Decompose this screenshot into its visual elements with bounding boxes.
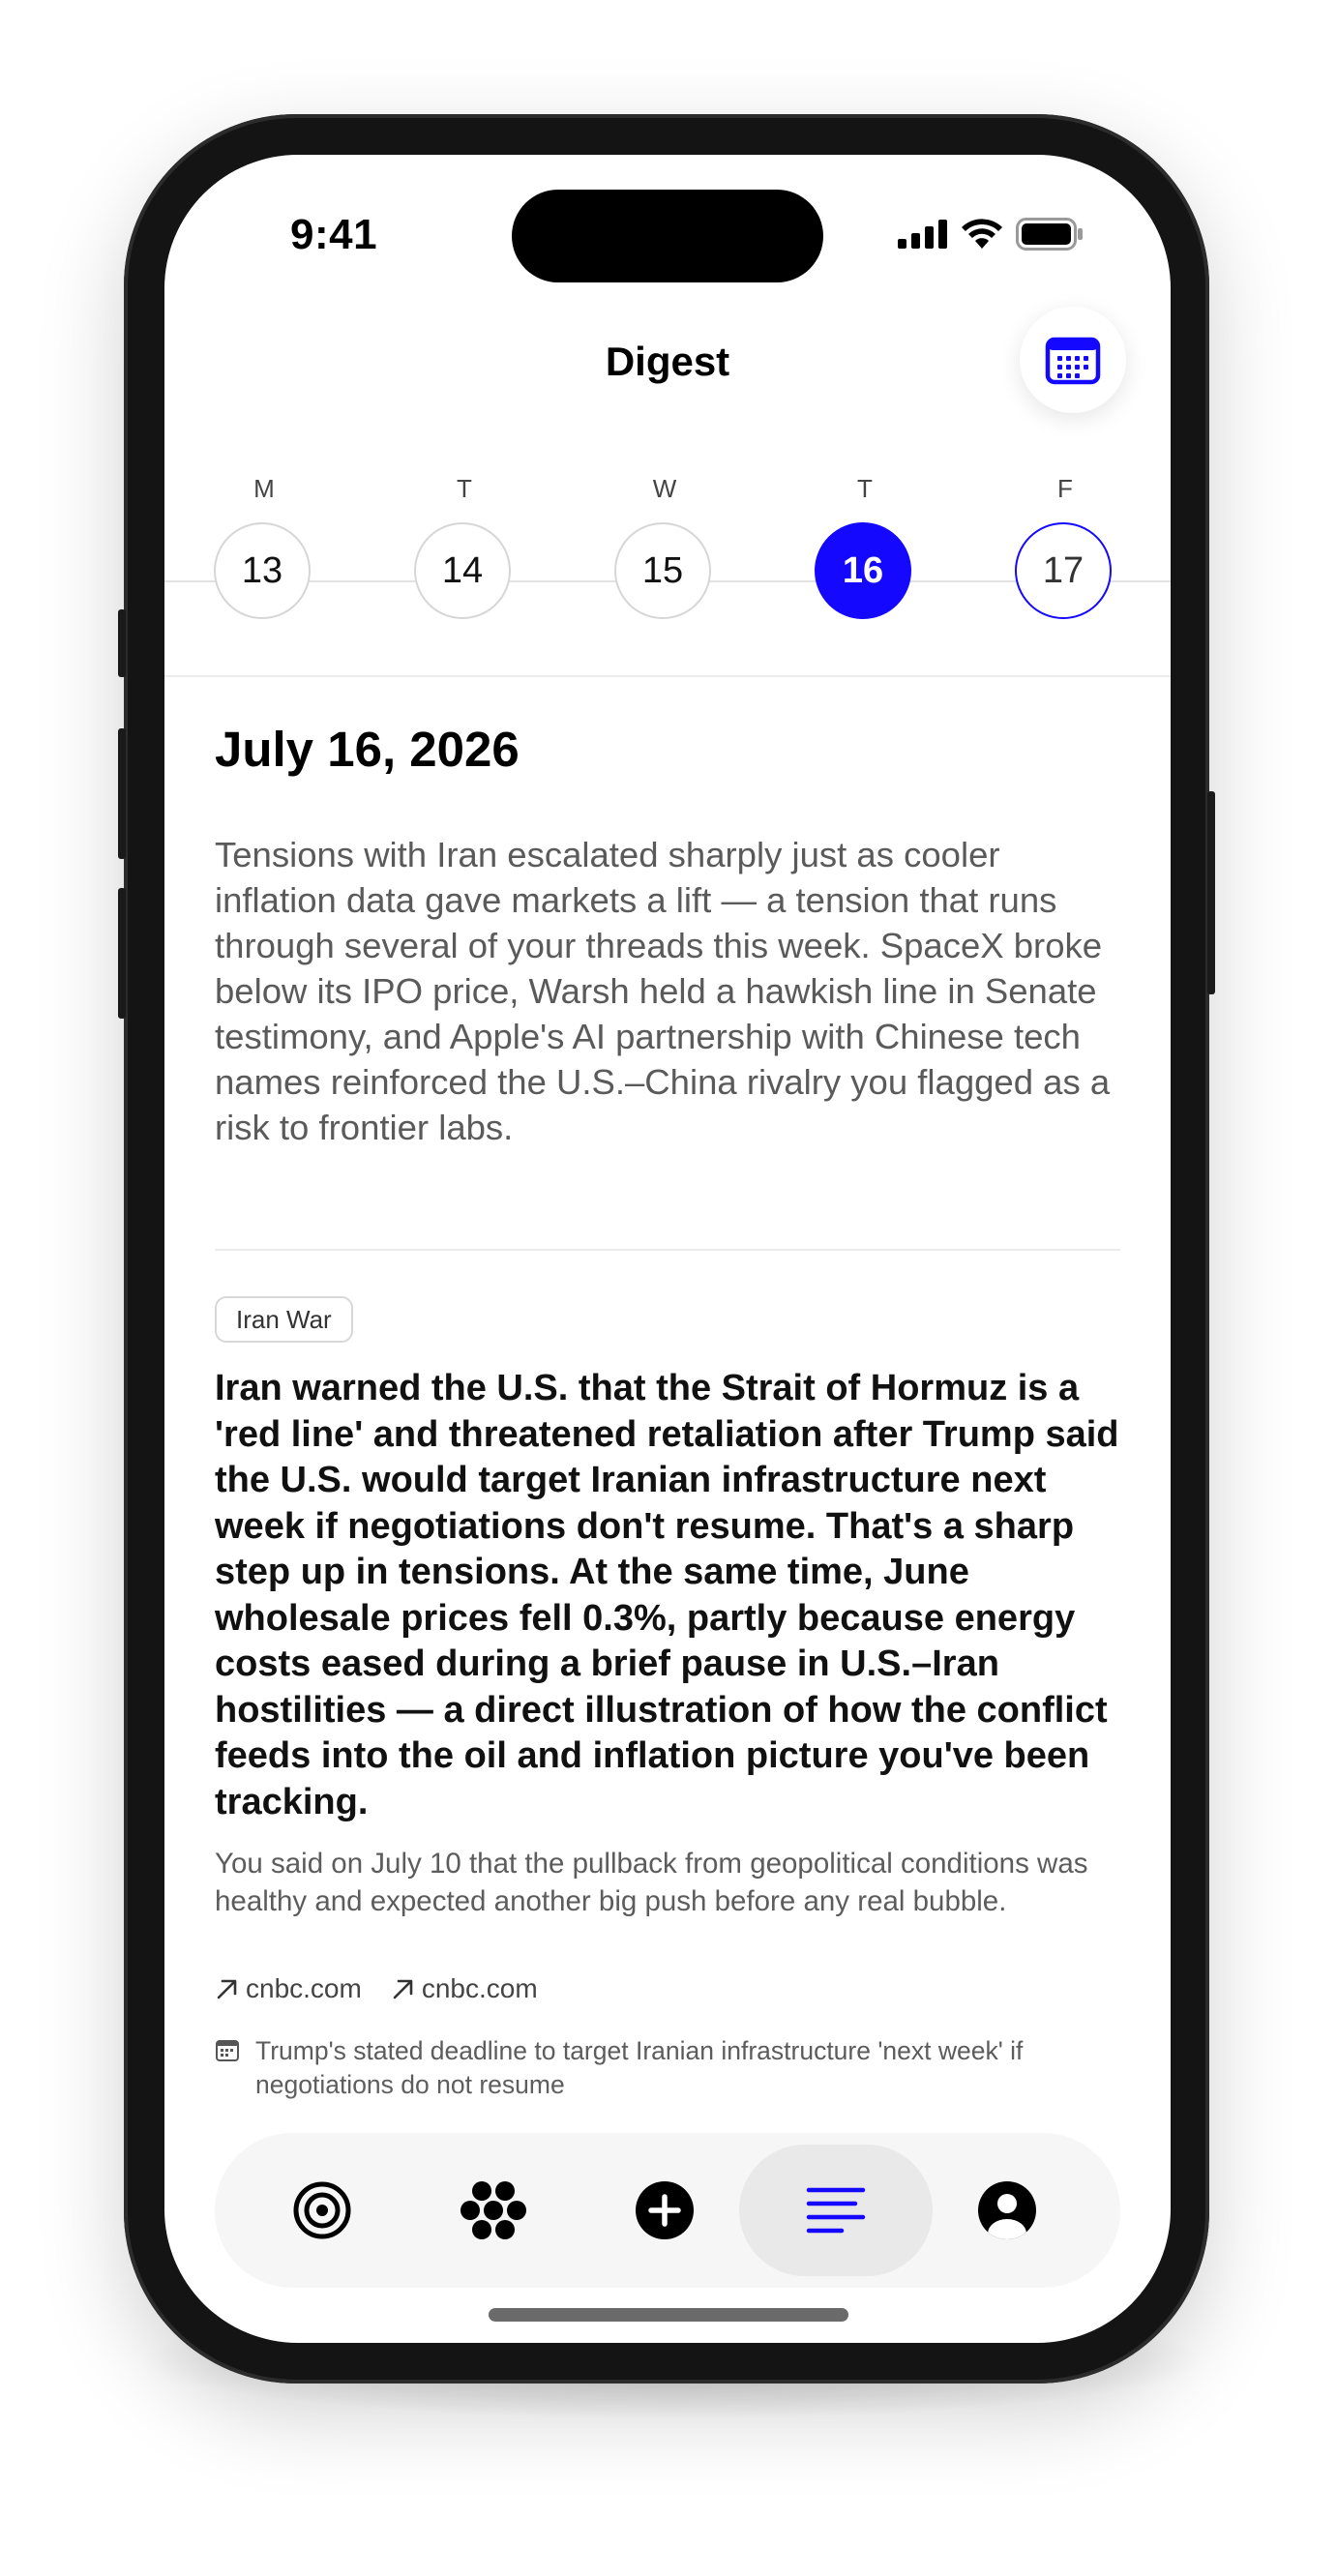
target-icon <box>291 2179 353 2241</box>
wifi-icon <box>962 219 1002 250</box>
day-thursday-selected[interactable] <box>815 474 915 619</box>
day-wednesday[interactable] <box>614 474 715 619</box>
tab-bar <box>215 2133 1120 2288</box>
tab-goals[interactable] <box>225 2145 419 2276</box>
tab-topics[interactable] <box>397 2145 590 2276</box>
calendar-icon <box>1045 335 1101 385</box>
volume-down-button <box>118 888 126 1019</box>
digest-date: July 16, 2026 <box>215 722 520 777</box>
source-domain: cnbc.com <box>246 1973 362 2003</box>
small-calendar-icon <box>215 2038 240 2063</box>
home-indicator[interactable] <box>489 2308 848 2322</box>
volume-up-button <box>118 728 126 859</box>
day-letter: M <box>253 474 275 503</box>
silent-switch <box>118 609 126 677</box>
page-title: Digest <box>605 339 730 384</box>
app-screen <box>164 155 1171 2343</box>
story-sources <box>215 1973 538 2004</box>
section-divider <box>215 1249 1120 1251</box>
story-headline: Iran warned the U.S. that the Strait of Hormuz is a 'red line' and threatened retaliation after Trump said the U.S. would target Iranian infrastructure next week if negotiations don't resume. That's a sharp step up in tensions. At the same time, June wholesale prices fell 0.3%, partly because energy costs eased during a brief pause in U.S.–Iran hostilities — a direct illustration of how the conflict feeds into the oil and inflation picture you've been tracking. <box>215 1368 1119 1822</box>
source-link[interactable] <box>391 1973 538 2004</box>
source-link[interactable] <box>215 1973 362 2004</box>
source-domain: cnbc.com <box>421 1973 538 2003</box>
day-number: 14 <box>414 522 511 619</box>
cellular-signal-icon <box>898 220 948 249</box>
dynamic-island <box>512 190 823 282</box>
day-tuesday[interactable] <box>414 474 515 619</box>
day-monday[interactable] <box>214 474 314 619</box>
day-number: 13 <box>214 522 311 619</box>
day-friday[interactable] <box>1015 474 1115 619</box>
week-strip <box>164 474 1171 706</box>
status-icons <box>898 215 1084 253</box>
tab-add[interactable] <box>568 2145 761 2276</box>
battery-icon <box>1016 218 1084 251</box>
day-letter: T <box>457 474 472 503</box>
profile-icon <box>976 2179 1038 2241</box>
tab-profile[interactable] <box>910 2145 1104 2276</box>
header-divider <box>164 675 1171 677</box>
add-circle-icon <box>634 2179 696 2241</box>
digest-summary: Tensions with Iran escalated sharply just as cooler inflation data gave markets a lift — a tension that runs through several of your threads this week. SpaceX broke below its IPO price, Warsh held a hawkish line in Senate testimony, and Apple's AI partnership with Chinese tech names reinforced the U.S.–China rivalry you flagged as a risk to frontier labs. <box>215 835 1111 1147</box>
day-number: 17 <box>1015 522 1112 619</box>
calendar-button[interactable] <box>1020 307 1126 413</box>
tab-digest[interactable] <box>739 2145 933 2276</box>
day-letter: T <box>857 474 873 503</box>
upcoming-event <box>215 2034 1105 2102</box>
external-arrow-icon <box>215 1976 240 2001</box>
clusters-icon <box>461 2179 526 2241</box>
topic-tag[interactable]: Iran War <box>215 1296 353 1343</box>
event-text: Trump's stated deadline to target Iranian infrastructure 'next week' if negotiations do not resume <box>255 2036 1024 2099</box>
day-number: 16 <box>815 522 911 619</box>
status-time: 9:41 <box>290 211 378 258</box>
digest-lines-icon <box>805 2185 867 2235</box>
day-letter: W <box>652 474 677 503</box>
story-context-note: You said on July 10 that the pullback from geopolitical conditions was healthy and expected another big push before any real bubble. <box>215 1848 1088 1917</box>
external-arrow-icon <box>391 1976 416 2001</box>
day-number: 15 <box>614 522 711 619</box>
power-button <box>1207 791 1215 994</box>
day-letter: F <box>1057 474 1073 503</box>
